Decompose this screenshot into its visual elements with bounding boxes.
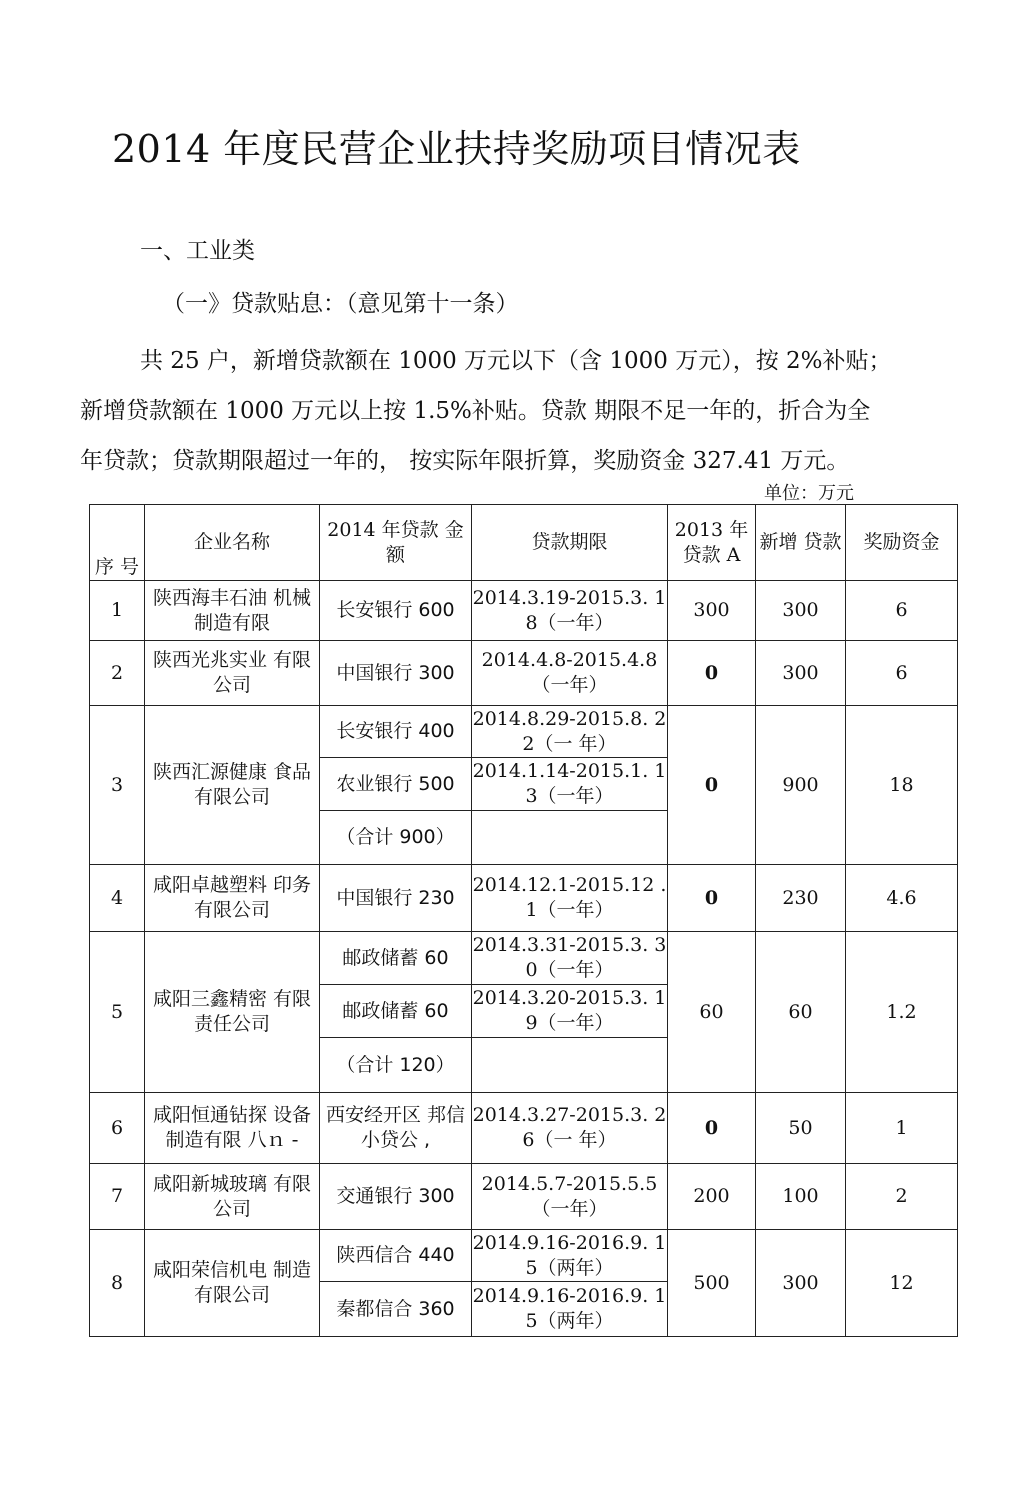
cell-term: 2014.3.19-2015.3. 18（一年） xyxy=(472,581,668,641)
cell-new-loan: 50 xyxy=(756,1093,846,1164)
cell-company: 咸阳恒通钻探 设备制造有限 八ｎ - xyxy=(145,1093,320,1164)
cell-reward: 6 xyxy=(846,581,958,641)
cell-loan-2013: 0 xyxy=(668,1093,756,1164)
header-new-loan: 新增 贷款 xyxy=(756,505,846,581)
cell-new-loan: 300 xyxy=(756,641,846,706)
cell-bank: 秦都信合 360 xyxy=(320,1282,472,1337)
cell-seq: 6 xyxy=(90,1093,145,1164)
cell-reward: 2 xyxy=(846,1164,958,1230)
cell-bank: 陕西信合 440 xyxy=(320,1230,472,1282)
cell-loan-2013: 0 xyxy=(668,641,756,706)
table-row xyxy=(90,641,958,706)
cell-new-loan: 300 xyxy=(756,1230,846,1337)
cell-company: 咸阳荣信机电 制造有限公司 xyxy=(145,1230,320,1337)
header-reward: 奖励资金 xyxy=(846,505,958,581)
cell-company: 陕西汇源健康 食品有限公司 xyxy=(145,706,320,865)
cell-subtotal: （合计 120） xyxy=(320,1038,472,1093)
document-title: 2014 年度民营企业扶持奖励项目情况表 xyxy=(112,127,801,171)
table-row xyxy=(90,932,958,985)
cell-company: 咸阳新城玻璃 有限公司 xyxy=(145,1164,320,1230)
cell-bank: 西安经开区 邦信小贷公 , xyxy=(320,1093,472,1164)
cell-seq: 5 xyxy=(90,932,145,1093)
cell-loan-2013: 0 xyxy=(668,865,756,932)
cell-bank: 交通银行 300 xyxy=(320,1164,472,1230)
cell-reward: 6 xyxy=(846,641,958,706)
description-paragraph xyxy=(80,336,970,486)
cell-new-loan: 60 xyxy=(756,932,846,1093)
table-row xyxy=(90,1230,958,1282)
header-seq: 序 号 xyxy=(90,505,145,581)
cell-company: 咸阳卓越塑料 印务有限公司 xyxy=(145,865,320,932)
cell-loan-2013: 60 xyxy=(668,932,756,1093)
cell-empty xyxy=(472,1038,668,1093)
cell-term: 2014.12.1-2015.12 .1（一年） xyxy=(472,865,668,932)
header-loan-2014: 2014 年贷款 金额 xyxy=(320,505,472,581)
cell-seq: 3 xyxy=(90,706,145,865)
cell-new-loan: 900 xyxy=(756,706,846,865)
cell-term: 2014.9.16-2016.9. 15（两年） xyxy=(472,1282,668,1337)
cell-bank: 邮政储蓄 60 xyxy=(320,985,472,1038)
cell-seq: 4 xyxy=(90,865,145,932)
table-row xyxy=(90,581,958,641)
cell-term: 2014.8.29-2015.8. 22（一 年） xyxy=(472,706,668,758)
cell-new-loan: 230 xyxy=(756,865,846,932)
cell-term: 2014.3.27-2015.3. 26（一 年） xyxy=(472,1093,668,1164)
cell-empty xyxy=(472,811,668,865)
cell-new-loan: 300 xyxy=(756,581,846,641)
cell-seq: 1 xyxy=(90,581,145,641)
paragraph-line: 年贷款；贷款期限超过一年的， 按实际年限折算，奖励资金 327.41 万元。 xyxy=(80,448,850,474)
header-loan-2013: 2013 年贷款 A xyxy=(668,505,756,581)
cell-loan-2013: 0 xyxy=(668,706,756,865)
table-row xyxy=(90,865,958,932)
cell-bank: 中国银行 300 xyxy=(320,641,472,706)
section-heading: 一、工业类 xyxy=(140,238,255,264)
cell-company: 咸阳三鑫精密 有限责任公司 xyxy=(145,932,320,1093)
cell-bank: 农业银行 500 xyxy=(320,758,472,811)
cell-reward: 18 xyxy=(846,706,958,865)
cell-bank: 中国银行 230 xyxy=(320,865,472,932)
cell-reward: 1 xyxy=(846,1093,958,1164)
cell-reward: 12 xyxy=(846,1230,958,1337)
cell-seq: 7 xyxy=(90,1164,145,1230)
subsection-heading: （一》贷款贴息：（意见第十一条） xyxy=(162,291,519,317)
cell-term: 2014.4.8-2015.4.8 （一年） xyxy=(472,641,668,706)
header-company: 企业名称 xyxy=(145,505,320,581)
paragraph-line: 共 25 户，新增贷款额在 1000 万元以下（含 1000 万元），按 2%补贴； xyxy=(140,348,892,374)
cell-term: 2014.3.20-2015.3. 19（一年） xyxy=(472,985,668,1038)
cell-seq: 2 xyxy=(90,641,145,706)
table-row xyxy=(90,1093,958,1164)
paragraph-line: 新增贷款额在 1000 万元以上按 1.5%补贴。贷款 期限不足一年的，折合为全 xyxy=(80,398,871,424)
cell-seq: 8 xyxy=(90,1230,145,1337)
cell-term: 2014.1.14-2015.1. 13（一年） xyxy=(472,758,668,811)
table-row xyxy=(90,1164,958,1230)
cell-reward: 4.6 xyxy=(846,865,958,932)
cell-term: 2014.5.7-2015.5.5 （一年） xyxy=(472,1164,668,1230)
cell-loan-2013: 500 xyxy=(668,1230,756,1337)
loan-subsidy-table xyxy=(89,504,958,1337)
cell-bank: 长安银行 400 xyxy=(320,706,472,758)
unit-label: 单位：万元 xyxy=(764,483,854,504)
header-term: 贷款期限 xyxy=(472,505,668,581)
cell-loan-2013: 300 xyxy=(668,581,756,641)
table-row xyxy=(90,706,958,758)
cell-bank: 长安银行 600 xyxy=(320,581,472,641)
cell-reward: 1.2 xyxy=(846,932,958,1093)
table-header-row xyxy=(90,505,958,581)
cell-company: 陕西光兆实业 有限公司 xyxy=(145,641,320,706)
cell-new-loan: 100 xyxy=(756,1164,846,1230)
cell-term: 2014.3.31-2015.3. 30（一年） xyxy=(472,932,668,985)
cell-company: 陕西海丰石油 机械制造有限 xyxy=(145,581,320,641)
cell-loan-2013: 200 xyxy=(668,1164,756,1230)
cell-bank: 邮政储蓄 60 xyxy=(320,932,472,985)
cell-subtotal: （合计 900） xyxy=(320,811,472,865)
cell-term: 2014.9.16-2016.9. 15（两年） xyxy=(472,1230,668,1282)
